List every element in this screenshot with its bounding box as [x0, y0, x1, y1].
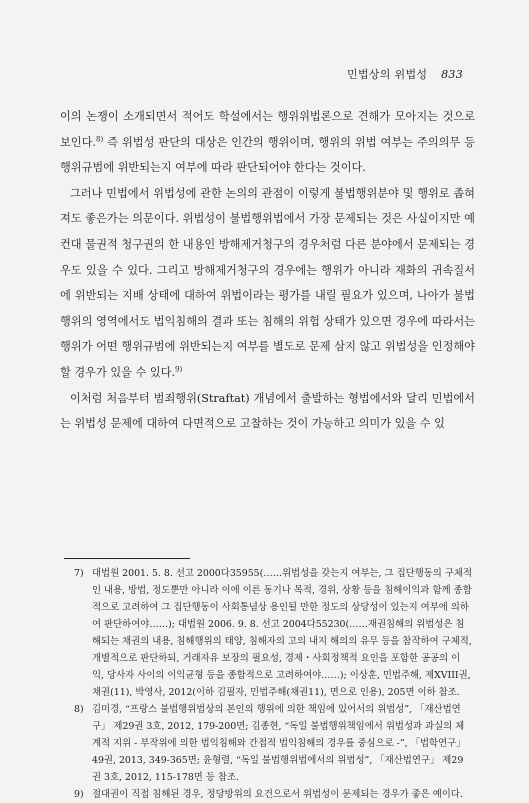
footnote-separator: [64, 558, 190, 559]
footnote-ref-9[interactable]: 9): [175, 365, 183, 374]
paragraph-3: 이처럼 처음부터 범죄행위(Straftat) 개념에서 출발하는 형법에서와 달리 민법에서는 위법성 문제에 대하여 다면적으로 고찰하는 것이 가능하고 의미가 있을 수 있: [60, 391, 475, 431]
paragraph-2: [60, 181, 475, 386]
footnote-text: 대법원 2001. 5. 8. 선고 2000다35955(……위법성을 갖는지 여부는, 그 집단행동의 구체적인 내용, 방법, 정도뿐만 아니라 이에 이른 동기나 목적, 경위, 상황 등을 침해이익과 함께 종합적으로 고려하여 그 집단행동이 사회통념상 용인될 만한 정도의 상당성이 있는지 여부에 의하여 판단하여야……); 대법원 2006. 9. 8. 선고 2004다55230(……재권침해의 위법성은 침해되는 채권의 내용, 침해행위의 태양, 침해자의 고의 내지 해의의 유무 등을 참작하여 구체적, 개별적으로 판단하되, 거래자유 보장의 필요성, 경제・사회정책적 요인을 포함한 공공의 이익, 당사자 사이의 이익균형 등을 종합적으로 고려하여야……); 이상훈, 민법주해, 제XVIII권, 채권(11), 박영사, 2012(이하 김필자, 민법주해(채권11), 면으로 인용), 205면 이하 참조.: [92, 568, 473, 698]
footnotes: [74, 565, 472, 803]
footnote-9: [74, 786, 472, 803]
paragraph-1: [60, 104, 475, 181]
footnote-8: [74, 701, 472, 786]
running-header: [347, 66, 463, 82]
footnote-number: 9): [74, 789, 84, 800]
footnote-number: 8): [74, 704, 84, 715]
paragraph-1-text-rest: 즉 위법성 판단의 대상은 인간의 행위이며, 행위의 위법 여부는 주의의무 등 행위규범에 위반되는지 여부에 따라 판단되어야 한다는 것이다.: [60, 135, 475, 175]
footnote-number: 7): [74, 568, 84, 579]
footnote-ref-8[interactable]: 8): [95, 134, 104, 143]
footnote-text: 절대권이 직접 침해된 경우, 정당방위의 요건으로서 위법성이 문제되는 경우가 좋은 예이다.: [92, 789, 463, 800]
paragraph-1-text: 이의 논쟁이 소개되면서 적어도 학설에서는 행위위법론으로 견해가 모아지는 것으로 보인다.: [60, 110, 475, 149]
footnote-7: [74, 565, 472, 701]
paragraph-2-text: 그러나 민법에서 위법성에 관한 논의의 관점이 이렇게 불법행위분야 및 행위로 좁혀져도 좋은가는 의문이다. 위법성이 불법행위법에서 가장 문제되는 것은 사실이지만 예컨대 물권적 청구권의 한 내용인 방해제거청구의 경우처럼 다른 분야에서 문제되는 경우도 있을 수 있다. 그리고 방해제거청구의 경우에는 행위가 아니라 재화의 귀속질서에 위반되는 지배 상태에 대하여 위법이라는 평가를 내릴 필요가 있으며, 나아가 불법행위의 영역에서도 법익침해의 결과 또는 침해의 위험 상태가 있으면 경우에 따라서는 행위가 어떤 행위규범에 위반되는지 여부를 별도로 문제 삼지 않고 위법성을 인정해야 할 경우가 있을 수 있다.: [60, 186, 475, 379]
page-number: 833: [441, 68, 463, 81]
header-title: 민법상의 위법성: [347, 68, 428, 81]
body-text: [60, 104, 475, 437]
footnote-text: 김미경, “프랑스 불법행위법상의 본인의 행위에 의한 책임에 있어서의 위법성”, 「재산법연구」 제29권 3호, 2012, 179-200면; 김종현, “독일 불법행위책임에서 위법성과 과실의 체계적 지위 - 부작위에 의한 법익침해와 간접적 법익침해의 경우를 중심으로 -”, 「법학연구」 49권, 2013, 349-365면; 윤형렬, “독일 불법행위법에서의 위법성”, 「재산법연구」 제29권 3호, 2012, 115-178면 등 참조.: [92, 704, 466, 783]
